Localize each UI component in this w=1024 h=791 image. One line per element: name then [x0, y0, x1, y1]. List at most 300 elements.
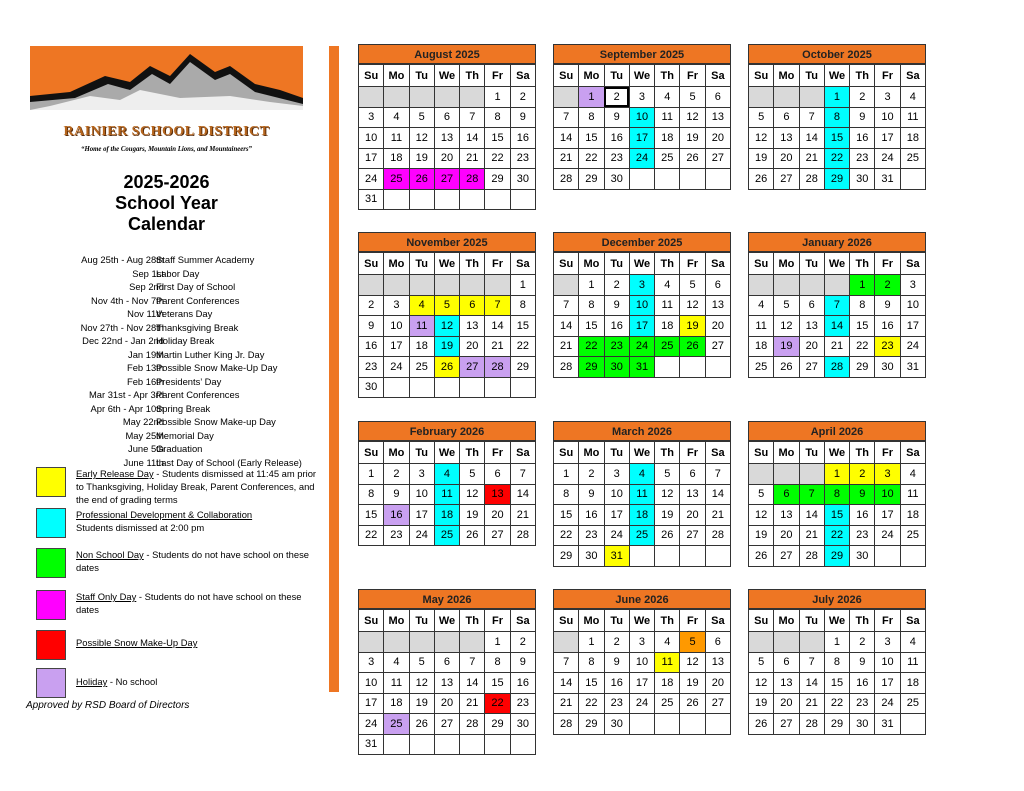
empty-day — [655, 546, 680, 567]
legend-text: Early Release Day - Students dismissed at 11:45 am prior to Thanksgiving, Holiday Break, Parent Conferences, and the end of grading terms — [76, 468, 317, 505]
event-date: May 22nd — [122, 416, 164, 427]
day-cell: 28 — [824, 357, 849, 378]
day-cell: 18 — [384, 693, 409, 714]
day-cell: 1 — [824, 464, 849, 485]
day-cell: 6 — [774, 652, 799, 673]
event-name: Possible Snow Make-up Day — [156, 416, 276, 427]
month-table — [358, 609, 536, 755]
legend-text: Staff Only Day - Students do not have school on these dates — [76, 591, 302, 615]
weekday-header: Su — [749, 610, 774, 632]
month-title: October 2025 — [748, 44, 926, 64]
day-cell: 5 — [749, 484, 774, 505]
empty-day — [485, 377, 510, 398]
day-cell: 15 — [554, 505, 579, 526]
day-cell: 4 — [900, 464, 925, 485]
weekday-header: We — [629, 65, 654, 87]
legend-swatch — [36, 630, 66, 660]
day-cell: 9 — [850, 107, 875, 128]
day-cell: 23 — [604, 148, 629, 169]
event-name: Holiday Break — [156, 335, 215, 346]
day-cell: 24 — [604, 525, 629, 546]
day-cell: 1 — [850, 275, 875, 296]
day-cell: 5 — [409, 652, 434, 673]
day-cell: 17 — [629, 316, 654, 337]
day-cell: 19 — [409, 148, 434, 169]
weekday-header: Sa — [510, 442, 535, 464]
day-cell: 31 — [359, 734, 384, 755]
event-row — [20, 442, 330, 456]
empty-day — [359, 87, 384, 108]
day-cell: 23 — [850, 525, 875, 546]
empty-day — [799, 87, 824, 108]
district-name: RAINIER SCHOOL DISTRICT — [63, 124, 270, 139]
day-cell: 18 — [900, 505, 925, 526]
day-cell: 21 — [799, 148, 824, 169]
weekday-header: Th — [850, 442, 875, 464]
day-cell: 27 — [774, 169, 799, 190]
empty-day — [409, 377, 434, 398]
month-table — [553, 441, 731, 567]
day-cell: 2 — [510, 632, 535, 653]
day-cell: 19 — [460, 505, 485, 526]
weekday-header: We — [824, 442, 849, 464]
month-calendar — [748, 421, 926, 567]
legend-swatch — [36, 668, 66, 698]
weekday-header: Th — [655, 442, 680, 464]
day-cell: 9 — [579, 484, 604, 505]
weekday-header: Sa — [900, 610, 925, 632]
weekday-header: We — [629, 610, 654, 632]
day-cell: 9 — [359, 316, 384, 337]
day-cell: 27 — [680, 525, 705, 546]
day-cell: 8 — [579, 107, 604, 128]
event-row — [20, 294, 330, 308]
day-cell: 10 — [359, 128, 384, 149]
weekday-header: Mo — [579, 253, 604, 275]
event-row — [20, 375, 330, 389]
weekday-header: Th — [850, 253, 875, 275]
day-cell: 12 — [680, 295, 705, 316]
month-title: December 2025 — [553, 232, 731, 252]
day-cell: 8 — [579, 295, 604, 316]
month-calendar — [553, 232, 731, 378]
weekday-header: Sa — [900, 253, 925, 275]
day-cell: 28 — [460, 169, 485, 190]
day-cell: 3 — [359, 652, 384, 673]
day-cell: 13 — [434, 673, 459, 694]
day-cell: 27 — [774, 546, 799, 567]
day-cell: 21 — [824, 336, 849, 357]
day-cell: 19 — [749, 525, 774, 546]
weekday-header: Sa — [900, 65, 925, 87]
month-table — [553, 252, 731, 378]
event-name: Veterans Day — [156, 308, 213, 319]
empty-day — [799, 464, 824, 485]
day-cell: 4 — [655, 632, 680, 653]
day-cell: 11 — [434, 484, 459, 505]
event-name: Martin Luther King Jr. Day — [156, 348, 265, 360]
empty-day — [799, 275, 824, 296]
day-cell: 8 — [824, 484, 849, 505]
weekday-header: Fr — [680, 65, 705, 87]
day-cell: 10 — [629, 107, 654, 128]
weekday-header: Sa — [705, 442, 730, 464]
day-cell: 3 — [875, 87, 900, 108]
day-cell: 17 — [875, 673, 900, 694]
day-cell: 14 — [554, 128, 579, 149]
event-date: Sep 1st — [132, 267, 164, 279]
day-cell: 1 — [824, 632, 849, 653]
month-calendar — [748, 232, 926, 378]
day-cell: 25 — [629, 525, 654, 546]
day-cell: 28 — [554, 169, 579, 190]
empty-day — [875, 546, 900, 567]
day-cell: 29 — [510, 357, 535, 378]
event-list — [20, 253, 330, 469]
empty-day — [409, 734, 434, 755]
day-cell: 14 — [460, 128, 485, 149]
day-cell: 10 — [359, 673, 384, 694]
month-title: May 2026 — [358, 589, 536, 609]
day-cell: 2 — [850, 464, 875, 485]
day-cell: 5 — [680, 275, 705, 296]
day-cell: 25 — [384, 169, 409, 190]
day-cell: 23 — [384, 525, 409, 546]
weekday-header: Tu — [799, 65, 824, 87]
weekday-header: We — [824, 610, 849, 632]
day-cell: 16 — [850, 673, 875, 694]
day-cell: 30 — [510, 169, 535, 190]
day-cell: 26 — [749, 714, 774, 735]
day-cell: 11 — [900, 484, 925, 505]
weekday-header: Sa — [705, 610, 730, 632]
day-cell: 16 — [384, 505, 409, 526]
weekday-header: Su — [554, 65, 579, 87]
day-cell: 6 — [774, 107, 799, 128]
empty-day — [384, 275, 409, 296]
empty-day — [460, 189, 485, 210]
event-date: June 11th — [123, 456, 164, 468]
day-cell: 30 — [850, 714, 875, 735]
day-cell: 11 — [409, 316, 434, 337]
day-cell: 11 — [655, 652, 680, 673]
day-cell: 31 — [604, 546, 629, 567]
day-cell: 28 — [554, 714, 579, 735]
day-cell: 3 — [900, 275, 925, 296]
month-table — [358, 64, 536, 210]
empty-day — [460, 87, 485, 108]
weekday-header: Tu — [799, 442, 824, 464]
weekday-header: Mo — [774, 442, 799, 464]
empty-day — [749, 632, 774, 653]
day-cell: 16 — [850, 128, 875, 149]
event-name: Staff Summer Academy — [156, 254, 255, 265]
weekday-header: Tu — [409, 253, 434, 275]
month-table — [553, 609, 731, 735]
day-cell: 13 — [774, 128, 799, 149]
weekday-header: Th — [850, 65, 875, 87]
month-calendar — [553, 589, 731, 735]
weekday-header: Su — [749, 253, 774, 275]
empty-day — [554, 87, 579, 108]
day-cell: 12 — [749, 673, 774, 694]
day-cell: 31 — [629, 357, 654, 378]
day-cell: 12 — [774, 316, 799, 337]
day-cell: 17 — [409, 505, 434, 526]
day-cell: 6 — [774, 484, 799, 505]
day-cell: 25 — [434, 525, 459, 546]
empty-day — [799, 632, 824, 653]
day-cell: 17 — [359, 148, 384, 169]
event-row — [20, 267, 330, 281]
weekday-header: Sa — [705, 253, 730, 275]
empty-day — [774, 275, 799, 296]
empty-day — [510, 377, 535, 398]
empty-day — [460, 377, 485, 398]
weekday-header: Th — [655, 610, 680, 632]
legend-swatch — [36, 590, 66, 620]
day-cell: 2 — [604, 275, 629, 296]
empty-day — [485, 189, 510, 210]
day-cell: 29 — [485, 714, 510, 735]
day-cell: 30 — [604, 169, 629, 190]
day-cell: 2 — [875, 275, 900, 296]
day-cell: 5 — [680, 87, 705, 108]
month-title: July 2026 — [748, 589, 926, 609]
weekday-header: Su — [359, 610, 384, 632]
day-cell: 25 — [900, 693, 925, 714]
weekday-header: Th — [460, 442, 485, 464]
day-cell: 24 — [629, 148, 654, 169]
event-row — [20, 334, 330, 348]
weekday-header: Mo — [579, 442, 604, 464]
day-cell: 12 — [749, 505, 774, 526]
weekday-header: Mo — [579, 610, 604, 632]
day-cell: 24 — [409, 525, 434, 546]
day-cell: 26 — [680, 148, 705, 169]
day-cell: 7 — [799, 484, 824, 505]
day-cell: 22 — [824, 525, 849, 546]
empty-day — [434, 189, 459, 210]
day-cell: 7 — [460, 652, 485, 673]
event-date: Mar 31st - Apr 3rd — [88, 389, 164, 400]
day-cell: 14 — [799, 505, 824, 526]
weekday-header: Fr — [485, 442, 510, 464]
month-calendar — [553, 421, 731, 567]
day-cell: 20 — [680, 505, 705, 526]
day-cell: 10 — [604, 484, 629, 505]
day-cell: 11 — [629, 484, 654, 505]
event-row — [20, 361, 330, 375]
month-title: August 2025 — [358, 44, 536, 64]
day-cell: 6 — [460, 295, 485, 316]
day-cell: 1 — [824, 87, 849, 108]
event-name: Last Day of School (Early Release) — [156, 456, 302, 468]
day-cell: 20 — [774, 148, 799, 169]
day-cell: 6 — [434, 652, 459, 673]
empty-day — [510, 734, 535, 755]
month-table — [358, 441, 536, 546]
page-title — [30, 172, 303, 235]
day-cell: 21 — [554, 148, 579, 169]
day-cell: 4 — [629, 464, 654, 485]
day-cell: 2 — [604, 87, 629, 108]
day-cell: 13 — [774, 673, 799, 694]
weekday-header: Su — [749, 65, 774, 87]
event-date: Feb 16th — [126, 375, 164, 387]
day-cell: 19 — [680, 316, 705, 337]
day-cell: 6 — [434, 107, 459, 128]
day-cell: 22 — [554, 525, 579, 546]
weekday-header: We — [824, 253, 849, 275]
day-cell: 15 — [850, 316, 875, 337]
day-cell: 30 — [579, 546, 604, 567]
month-title: November 2025 — [358, 232, 536, 252]
day-cell: 12 — [409, 128, 434, 149]
day-cell: 13 — [705, 107, 730, 128]
day-cell: 17 — [604, 505, 629, 526]
day-cell: 20 — [705, 128, 730, 149]
weekday-header: Mo — [774, 610, 799, 632]
day-cell: 30 — [850, 546, 875, 567]
day-cell: 16 — [604, 673, 629, 694]
empty-day — [460, 632, 485, 653]
weekday-header: Mo — [384, 610, 409, 632]
title-line3: Calendar — [127, 214, 206, 234]
empty-day — [900, 169, 925, 190]
event-name: Graduation — [156, 443, 203, 454]
day-cell: 31 — [875, 714, 900, 735]
weekday-header: Mo — [774, 65, 799, 87]
legend-text: Non School Day - Students do not have school on these dates — [76, 549, 309, 573]
month-title: April 2026 — [748, 421, 926, 441]
day-cell: 7 — [824, 295, 849, 316]
district-tagline: “Home of the Cougars, Mountain Lions, and Mountaineers” — [81, 146, 252, 153]
day-cell: 17 — [384, 336, 409, 357]
day-cell: 21 — [510, 505, 535, 526]
empty-day — [629, 169, 654, 190]
day-cell: 10 — [875, 107, 900, 128]
day-cell: 9 — [604, 107, 629, 128]
day-cell: 19 — [655, 505, 680, 526]
empty-day — [384, 189, 409, 210]
weekday-header: Su — [554, 442, 579, 464]
event-name: Presidents’ Day — [156, 375, 222, 387]
day-cell: 1 — [579, 632, 604, 653]
day-cell: 26 — [774, 357, 799, 378]
event-date: Apr 6th - Apr 10th — [90, 402, 164, 414]
day-cell: 8 — [485, 652, 510, 673]
day-cell: 2 — [359, 295, 384, 316]
day-cell: 23 — [510, 148, 535, 169]
day-cell: 30 — [850, 169, 875, 190]
weekday-header: Fr — [485, 65, 510, 87]
empty-day — [434, 275, 459, 296]
event-name: Parent Conferences — [156, 389, 240, 400]
event-row — [20, 388, 330, 402]
day-cell: 13 — [774, 505, 799, 526]
day-cell: 5 — [774, 295, 799, 316]
month-title: September 2025 — [553, 44, 731, 64]
day-cell: 21 — [799, 525, 824, 546]
day-cell: 7 — [705, 464, 730, 485]
month-calendar — [358, 44, 536, 210]
month-title: June 2026 — [553, 589, 731, 609]
day-cell: 3 — [629, 275, 654, 296]
day-cell: 23 — [850, 148, 875, 169]
event-name: Memorial Day — [156, 429, 214, 441]
day-cell: 26 — [434, 357, 459, 378]
day-cell: 2 — [850, 632, 875, 653]
day-cell: 18 — [384, 148, 409, 169]
day-cell: 27 — [705, 693, 730, 714]
empty-day — [434, 632, 459, 653]
day-cell: 27 — [705, 148, 730, 169]
month-table — [748, 252, 926, 378]
day-cell: 6 — [799, 295, 824, 316]
day-cell: 18 — [409, 336, 434, 357]
day-cell: 22 — [359, 525, 384, 546]
day-cell: 15 — [359, 505, 384, 526]
month-table — [358, 252, 536, 398]
day-cell: 15 — [579, 128, 604, 149]
empty-day — [705, 546, 730, 567]
orange-divider — [329, 46, 339, 692]
month-table — [748, 64, 926, 190]
event-row — [20, 402, 330, 416]
event-date: Dec 22nd - Jan 2nd — [82, 335, 164, 346]
day-cell: 5 — [655, 464, 680, 485]
event-name: First Day of School — [156, 281, 236, 292]
day-cell: 1 — [579, 87, 604, 108]
day-cell: 22 — [824, 693, 849, 714]
weekday-header: Th — [460, 610, 485, 632]
day-cell: 23 — [604, 693, 629, 714]
day-cell: 8 — [824, 652, 849, 673]
empty-day — [900, 714, 925, 735]
empty-day — [680, 546, 705, 567]
day-cell: 2 — [604, 632, 629, 653]
day-cell: 5 — [749, 652, 774, 673]
approved-note: Approved by RSD Board of Directors — [26, 700, 190, 711]
weekday-header: We — [824, 65, 849, 87]
title-line2: School Year — [115, 193, 218, 213]
day-cell: 5 — [434, 295, 459, 316]
day-cell: 2 — [510, 87, 535, 108]
day-cell: 15 — [579, 316, 604, 337]
month-calendar — [358, 589, 536, 755]
day-cell: 16 — [875, 316, 900, 337]
day-cell: 25 — [900, 525, 925, 546]
day-cell: 12 — [409, 673, 434, 694]
day-cell: 18 — [655, 316, 680, 337]
day-cell: 20 — [774, 525, 799, 546]
empty-day — [554, 275, 579, 296]
empty-day — [774, 632, 799, 653]
day-cell: 29 — [554, 546, 579, 567]
day-cell: 24 — [384, 357, 409, 378]
day-cell: 28 — [799, 714, 824, 735]
day-cell: 7 — [554, 107, 579, 128]
day-cell: 4 — [900, 87, 925, 108]
day-cell: 1 — [554, 464, 579, 485]
day-cell: 10 — [629, 652, 654, 673]
day-cell: 16 — [604, 128, 629, 149]
day-cell: 25 — [409, 357, 434, 378]
day-cell: 22 — [579, 693, 604, 714]
day-cell: 11 — [900, 652, 925, 673]
month-calendar — [748, 589, 926, 735]
